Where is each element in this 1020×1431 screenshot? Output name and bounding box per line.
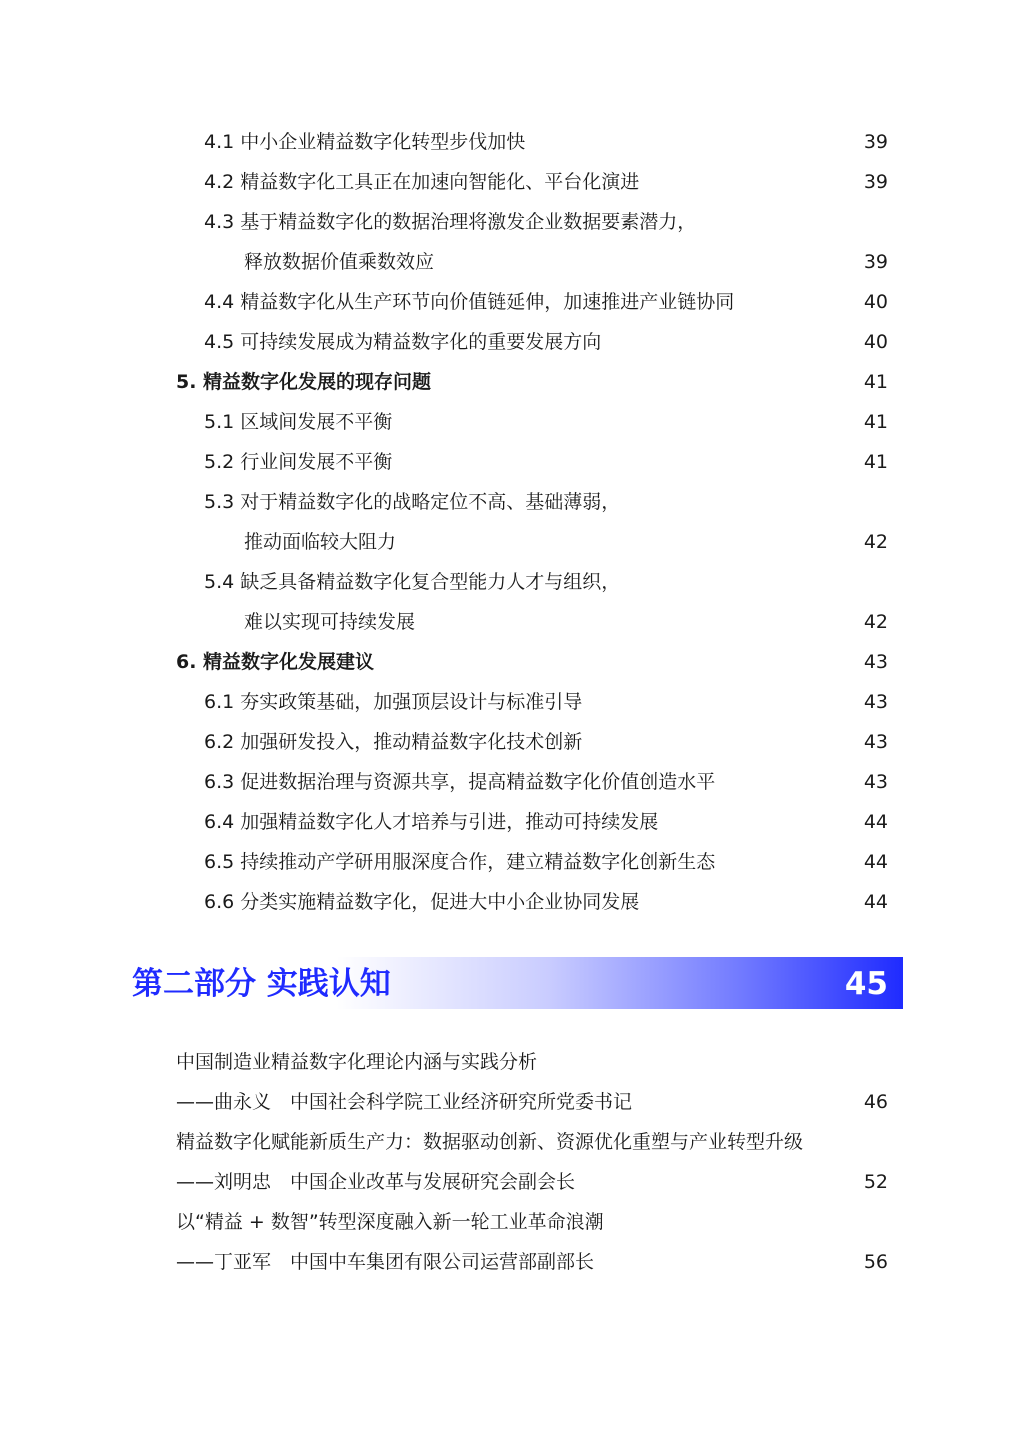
toc-entry-page: 44 <box>863 851 888 873</box>
part-two-banner[interactable] <box>116 957 903 1009</box>
toc-entry-label: 6.3 促进数据治理与资源共享，提高精益数字化价值创造水平 <box>204 771 716 793</box>
toc-entry-page: 43 <box>863 651 888 673</box>
toc-entry-4-4[interactable] <box>0 282 1020 322</box>
toc-entry-label: 推动面临较大阻力 <box>244 531 397 553</box>
toc-entry-page: 39 <box>863 251 888 273</box>
toc-entry-label: 难以实现可持续发展 <box>244 611 416 633</box>
article-author[interactable] <box>0 1242 1020 1282</box>
part-two-title: 第二部分 实践认知 <box>132 966 391 1002</box>
toc-section-label: 5. 精益数字化发展的现存问题 <box>176 371 432 393</box>
article-author-label: ——曲永义 中国社会科学院工业经济研究所党委书记 <box>176 1091 633 1113</box>
article-author-label: ——丁亚军 中国中车集团有限公司运营部副部长 <box>176 1251 595 1273</box>
toc-entry-page: 41 <box>863 411 888 433</box>
toc-entry-page: 41 <box>863 451 888 473</box>
toc-entry-page: 44 <box>863 811 888 833</box>
toc-entry-label: 4.4 精益数字化从生产环节向价值链延伸，加速推进产业链协同 <box>204 291 735 313</box>
article-author[interactable] <box>0 1082 1020 1122</box>
article-title[interactable] <box>0 1042 1020 1082</box>
toc-entry-6-2[interactable] <box>0 722 1020 762</box>
article-title-label: 以“精益 + 数智”转型深度融入新一轮工业革命浪潮 <box>176 1211 604 1233</box>
toc-section-6[interactable] <box>0 642 1020 682</box>
toc-entry-6-3[interactable] <box>0 762 1020 802</box>
part-two-page: 45 <box>844 966 888 1002</box>
toc-entry-page: 43 <box>863 771 888 793</box>
toc-entry-label: 4.2 精益数字化工具正在加速向智能化、平台化演进 <box>204 171 640 193</box>
toc-entry-4-2[interactable] <box>0 162 1020 202</box>
article-page: 56 <box>863 1251 888 1273</box>
toc-entry-label: 5.4 缺乏具备精益数字化复合型能力人才与组织， <box>204 571 621 593</box>
toc-entry-label: 5.3 对于精益数字化的战略定位不高、基础薄弱， <box>204 491 621 513</box>
toc-entry-6-5[interactable] <box>0 842 1020 882</box>
toc-entry-page: 42 <box>863 531 888 553</box>
toc-entry-label: 6.2 加强研发投入，推动精益数字化技术创新 <box>204 731 583 753</box>
toc-entry-4-3[interactable] <box>0 202 1020 242</box>
toc-entry-label: 4.1 中小企业精益数字化转型步伐加快 <box>204 131 526 153</box>
toc-entry-5-4[interactable] <box>0 562 1020 602</box>
toc-entry-page: 41 <box>863 371 888 393</box>
toc-entry-5-3[interactable] <box>0 482 1020 522</box>
toc-entry-label: 6.1 夯实政策基础，加强顶层设计与标准引导 <box>204 691 583 713</box>
toc-entry-6-6[interactable] <box>0 882 1020 922</box>
toc-entry-label: 6.4 加强精益数字化人才培养与引进，推动可持续发展 <box>204 811 659 833</box>
article-title[interactable] <box>0 1202 1020 1242</box>
article-author[interactable] <box>0 1162 1020 1202</box>
toc-section-5[interactable] <box>0 362 1020 402</box>
toc-entry-5-3-continued[interactable] <box>0 522 1020 562</box>
toc-entry-page: 40 <box>863 291 888 313</box>
toc-entry-label: 释放数据价值乘数效应 <box>244 251 435 273</box>
toc-entry-page: 40 <box>863 331 888 353</box>
toc-entry-5-4-continued[interactable] <box>0 602 1020 642</box>
article-title[interactable] <box>0 1122 1020 1162</box>
toc-entry-page: 39 <box>863 171 888 193</box>
toc-entry-5-1[interactable] <box>0 402 1020 442</box>
toc-entry-page: 44 <box>863 891 888 913</box>
toc-section-label: 6. 精益数字化发展建议 <box>176 651 375 673</box>
toc-entry-label: 6.6 分类实施精益数字化，促进大中小企业协同发展 <box>204 891 640 913</box>
toc-entry-4-1[interactable] <box>0 122 1020 162</box>
article-title-label: 中国制造业精益数字化理论内涵与实践分析 <box>176 1051 538 1073</box>
article-title-label: 精益数字化赋能新质生产力：数据驱动创新、资源优化重塑与产业转型升级 <box>176 1131 804 1153</box>
toc-entry-6-4[interactable] <box>0 802 1020 842</box>
toc-entry-page: 42 <box>863 611 888 633</box>
toc-entry-label: 5.1 区域间发展不平衡 <box>204 411 393 433</box>
toc-entry-4-5[interactable] <box>0 322 1020 362</box>
toc-entry-6-1[interactable] <box>0 682 1020 722</box>
toc-entry-page: 43 <box>863 731 888 753</box>
toc-entry-page: 43 <box>863 691 888 713</box>
article-page: 46 <box>863 1091 888 1113</box>
toc-entry-label: 5.2 行业间发展不平衡 <box>204 451 393 473</box>
toc-entry-page: 39 <box>863 131 888 153</box>
toc-entry-4-3-continued[interactable] <box>0 242 1020 282</box>
article-page: 52 <box>863 1171 888 1193</box>
article-author-label: ——刘明忠 中国企业改革与发展研究会副会长 <box>176 1171 576 1193</box>
toc-entry-label: 6.5 持续推动产学研用服深度合作，建立精益数字化创新生态 <box>204 851 716 873</box>
toc-entry-label: 4.3 基于精益数字化的数据治理将激发企业数据要素潜力， <box>204 211 697 233</box>
toc-entry-label: 4.5 可持续发展成为精益数字化的重要发展方向 <box>204 331 602 353</box>
toc-entry-5-2[interactable] <box>0 442 1020 482</box>
